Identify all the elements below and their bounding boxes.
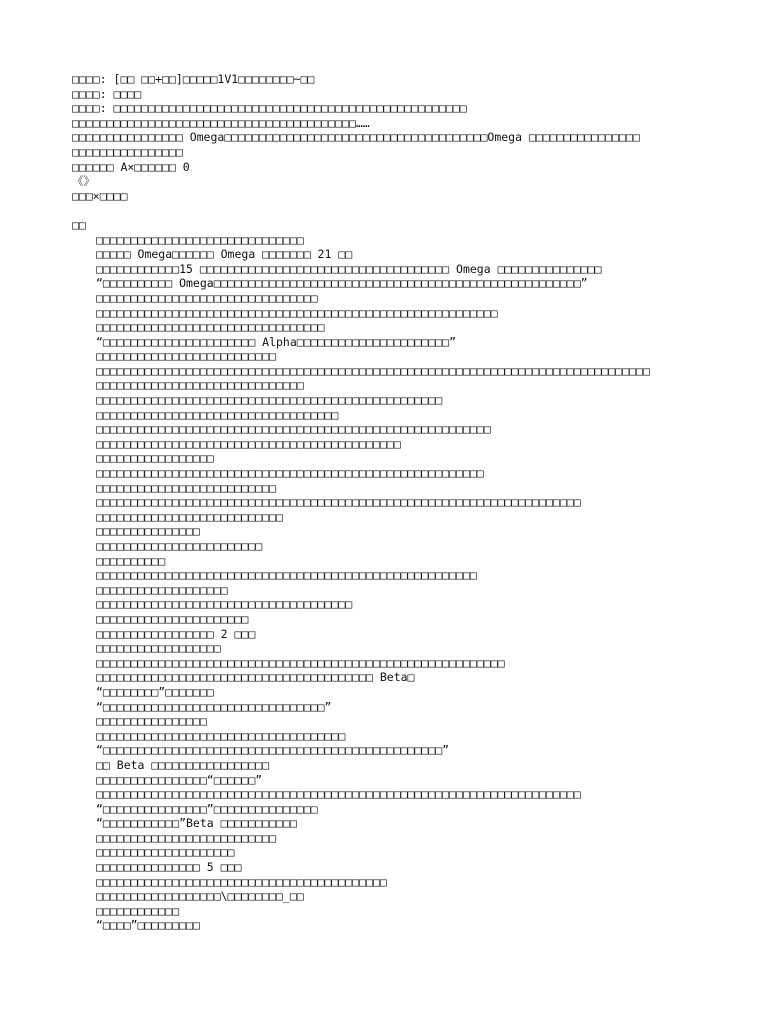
- text-line: “□□□□□□□□□□□□□□□□□□□□□□□□□□□□□□□□□□□□□□□□□□□□□□□□□”: [96, 743, 450, 758]
- header-line: □□□□: [□□ □□+□□]□□□□□1V1□□□□□□□□~□□: [72, 72, 315, 86]
- text-line: □□□□□□□□□□□□□□□□□□□: [96, 582, 228, 597]
- text-line: □□□□□ Omega□□□□□□ Omega □□□□□□□ 21 □□: [96, 247, 353, 262]
- text-line: □□□□□□□□□□□□□□□□□□□□□□□□□□□□□□□□□□□□□□□□□□□□□□□□□□□□□□□□□: [96, 422, 491, 437]
- header-line: □□□□□□□□□□□□□□□□ Omega□□□□□□□□□□□□□□□□□□□□□□□□□□□□□□□□□□□□□□Omega □□□□□□□□□□□□□□□□: [72, 130, 640, 145]
- text-line: □□□□□□□□□□□□□□□ 5 □□□: [96, 860, 242, 875]
- text-line: □□□□□□□□□□□□□□□□□□□□□□□□□□□□□□□□□□□□: [96, 728, 346, 743]
- text-line: □□□□□□□□□□□□□□□□□□□□□□□□□□□: [96, 509, 283, 524]
- text-line: □□□□□□□□□□□□□□□□□□□□□□□□□□□□□□□□□□□□□□□□□□□□□□□□□□□□□□□□□□□: [96, 655, 505, 670]
- header-line: □□□□□□□□□□□□□□□□: [72, 144, 183, 159]
- text-line: □□□□□□□□□□□□□□□□□□□□□□□□□□□□□□□□□□□□□: [96, 597, 353, 612]
- text-line: “□□□□□□□□”□□□□□□□: [96, 684, 214, 699]
- text-line: “□□□□□□□□□□□□□□□□□□□□□□ Alpha□□□□□□□□□□□□□□□□□□□□□□”: [96, 334, 457, 349]
- document-body: [72, 72, 752, 933]
- text-line: □□□□□□□□□□□□□□□□□□□□□□□□□□□□□□□□□□□□□□□□□□□□□□□□□□: [96, 393, 443, 408]
- header-line: □□□□□□ A×□□□□□□ 0: [72, 159, 190, 174]
- text-line: □□□□□□□□□□□□□□□□□□□□□□□□□□□□□□□□□□□: [96, 407, 339, 422]
- text-line: □□□□□□□□□□□□□□□□□ 2 □□□: [96, 626, 256, 641]
- text-line: □□□□□□□□□□□□□□□□□: [96, 451, 214, 466]
- text-line: “□□□□□□□□□□ Omega□□□□□□□□□□□□□□□□□□□□□□□□□□□□□□□□□□□□□□□□□□□□□□□□□□□□□”: [96, 276, 588, 291]
- text-line: □□□□□□□□□□□□□□□□□□□□□□□□□□□□□□□□□□□□□□□□□□: [96, 874, 387, 889]
- text-line: □□□□□□□□□□□□□□□□□□□□□□□□□□□□□□□□□: [96, 320, 325, 335]
- chapter-text: [72, 233, 752, 934]
- text-line: □□□□□□□□□□□□□□□□□□□□□□□□□□: [96, 480, 277, 495]
- text-line: □□□□□□□□□□□□□□□□□□□□□□□□□□□□□□□□□□□□□□□□□□□□□□□□□□□□□□□□□□: [96, 305, 498, 320]
- text-line: □□□□□□□□□□□□□□□□□□□□□□□□□□□□□□□□□□□□□□□□□□□□□□□□□□□□□□□□□□□□□□□□□□□□□□: [96, 787, 581, 802]
- header-line: 《》: [72, 174, 95, 189]
- header-line: □□□□: □□□□□□□□□□□□□□□□□□□□□□□□□□□□□□□□□□□□□□□□□□□□□□□□□□□: [72, 101, 467, 116]
- text-line: □□□□□□□□□□□□□□□□□□□□□□□□□□□□□□□□□□□□□□□□□□□□□□□□□□□□□□□□: [96, 466, 484, 481]
- text-line: □□□□□□□□□□□□□□□□: [96, 714, 207, 729]
- text-line: □□□□□□□□□□□□□□□□□□□□□□□□□□□□□□□□□□□□□□□□ Beta□: [96, 670, 415, 685]
- text-line: □□□□□□□□□□□□□□□□□□□□□□□□□□□□□□□□□□□□□□□□□□□□: [96, 436, 401, 451]
- text-line: □□□□□□□□□□□□□□□□□□□□□□□□: [96, 539, 263, 553]
- text-line: □□□□□□□□□□□□□□□□□□□□□□□□□□□□□□: [96, 378, 304, 393]
- text-line: □□□□□□□□□□: [96, 553, 166, 568]
- text-line: □□□□□□□□□□□□□□□: [96, 524, 200, 539]
- text-line: □□□□□□□□□□□□□□□□□□: [96, 641, 221, 656]
- document-header: [72, 72, 752, 203]
- text-line: “□□□□□□□□□□□□□□□□□□□□□□□□□□□□□□□□”: [96, 699, 332, 714]
- text-line: □□□□□□□□□□□□□□□□□□□□□□□□□□: [96, 830, 277, 845]
- text-line: □□□□□□□□□□□□□□□□□□□□□□: [96, 611, 249, 626]
- text-line: □□ Beta □□□□□□□□□□□□□□□□□: [96, 757, 270, 772]
- text-line: □□□□□□□□□□□□□□□□□□□□□□□□□□□□□□: [96, 232, 304, 247]
- section-heading: □□: [72, 217, 86, 232]
- text-line: “□□□□□□□□□□□□□□□”□□□□□□□□□□□□□□□: [96, 801, 318, 816]
- text-line: □□□□□□□□□□□□□□□□□□\□□□□□□□□_□□: [96, 889, 304, 904]
- header-line: □□□□□□□□□□□□□□□□□□□□□□□□□□□□□□□□□□□□□□□□□……: [72, 115, 370, 130]
- text-line: □□□□□□□□□□□□□□□□□□□□□□□□□□: [96, 349, 277, 364]
- text-line: □□□□□□□□□□□□: [96, 903, 180, 918]
- text-line: “□□□□□□□□□□□”Beta □□□□□□□□□□□: [96, 816, 297, 831]
- blank-line: [72, 203, 752, 218]
- text-line: □□□□□□□□□□□□□□□□□□□□□□□□□□□□□□□□: [96, 290, 318, 305]
- text-line: “□□□□”□□□□□□□□□: [96, 918, 200, 933]
- text-line: □□□□□□□□□□□□□□□□□□□□□□□□□□□□□□□□□□□□□□□□□□□□□□□□□□□□□□□□□□□□□□□□□□□□□□: [96, 495, 581, 510]
- text-line: □□□□□□□□□□□□15 □□□□□□□□□□□□□□□□□□□□□□□□□□□□□□□□□□□□ Omega □□□□□□□□□□□□□□□: [96, 261, 602, 276]
- text-line: □□□□□□□□□□□□□□□□□□□□□□□□□□□□□□□□□□□□□□□□□□□□□□□□□□□□□□□□□□□□□□□□□□□□□□□□□□□□□□□□: [96, 363, 650, 378]
- text-line: □□□□□□□□□□□□□□□□“□□□□□□”: [96, 772, 263, 787]
- header-line: □□□×□□□□: [72, 188, 128, 203]
- text-line: □□□□□□□□□□□□□□□□□□□□□□□□□□□□□□□□□□□□□□□□□□□□□□□□□□□□□□□: [96, 568, 477, 583]
- header-line: □□□□: □□□□: [72, 86, 142, 101]
- text-line: □□□□□□□□□□□□□□□□□□□□: [96, 845, 235, 860]
